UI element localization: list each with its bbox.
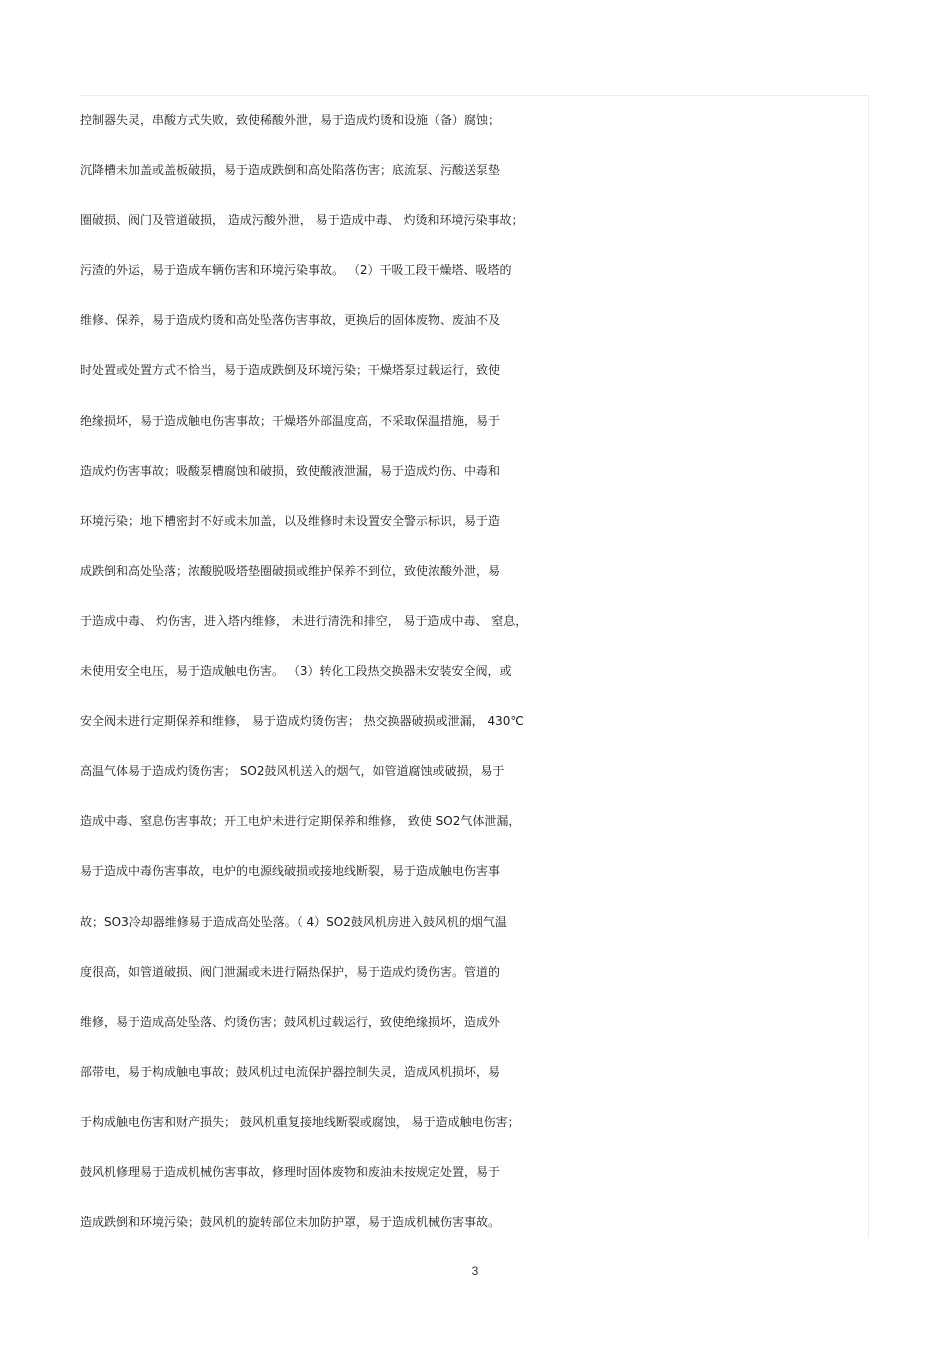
body-text <box>80 98 880 1250</box>
text-line: 造成灼伤害事故；吸酸泵槽腐蚀和破损，致使酸液泄漏，易于造成灼伤、中毒和 <box>80 463 501 478</box>
text-line: 高温气体易于造成灼烫伤害； SO2鼓风机送入的烟气，如管道腐蚀或破损，易于 <box>80 764 505 779</box>
text-line: 时处置或处置方式不恰当，易于造成跌倒及环境污染；干燥塔泵过载运行，致使 <box>80 363 501 378</box>
text-line: 维修、保养，易于造成灼烫和高处坠落伤害事故，更换后的固体废物、废油不及 <box>80 313 501 328</box>
text-line: 安全阀未进行定期保养和维修， 易于造成灼烫伤害； 热交换器破损或泄漏， 430℃ <box>80 714 524 729</box>
text-line: 污渣的外运，易于造成车辆伤害和环境污染事故。 （2）干吸工段干燥塔、吸塔的 <box>80 263 512 278</box>
text-line: 造成跌倒和环境污染；鼓风机的旋转部位未加防护罩，易于造成机械伤害事故。 <box>80 1215 501 1230</box>
text-line: 易于造成中毒伤害事故，电炉的电源线破损或接地线断裂，易于造成触电伤害事 <box>80 864 501 879</box>
text-line: 故；SO3冷却器维修易于造成高处坠落。（ 4）SO2鼓风机房进入鼓风机的烟气温 <box>80 914 507 929</box>
text-line: 维修，易于造成高处坠落、灼烫伤害；鼓风机过载运行，致使绝缘损坏，造成外 <box>80 1014 501 1029</box>
text-line: 成跌倒和高处坠落；浓酸脱吸塔垫圈破损或维护保养不到位，致使浓酸外泄，易 <box>80 563 501 578</box>
text-line: 于造成中毒、 灼伤害，进入塔内维修， 未进行清洗和排空， 易于造成中毒、 窒息， <box>80 613 528 628</box>
page-number: 3 <box>471 1264 479 1278</box>
text-line: 沉降槽未加盖或盖板破损，易于造成跌倒和高处陷落伤害；底流泵、污酸送泵垫 <box>80 163 501 178</box>
text-line: 造成中毒、窒息伤害事故；开工电炉未进行定期保养和维修， 致使 SO2气体泄漏， <box>80 814 521 829</box>
text-line: 环境污染；地下槽密封不好或未加盖，以及维修时未设置安全警示标识，易于造 <box>80 513 501 528</box>
text-line: 鼓风机修理易于造成机械伤害事故，修理时固体废物和废油未按规定处置，易于 <box>80 1164 501 1179</box>
text-line: 绝缘损坏，易于造成触电伤害事故；干燥塔外部温度高，不采取保温措施，易于 <box>80 413 501 428</box>
text-line: 未使用安全电压，易于造成触电伤害。 （3）转化工段热交换器未安装安全阀，或 <box>80 664 512 679</box>
text-line: 度很高，如管道破损、阀门泄漏或未进行隔热保护，易于造成灼烫伤害。管道的 <box>80 964 501 979</box>
text-line: 部带电，易于构成触电事故；鼓风机过电流保护器控制失灵，造成风机损坏，易 <box>80 1064 501 1079</box>
text-line: 圈破损、阀门及管道破损， 造成污酸外泄， 易于造成中毒、 灼烫和环境污染事故； <box>80 213 524 228</box>
text-line: 控制器失灵，串酸方式失败，致使稀酸外泄，易于造成灼烫和设施（备）腐蚀； <box>80 113 501 127</box>
text-line: 于构成触电伤害和财产损失； 鼓风机重复接地线断裂或腐蚀， 易于造成触电伤害； <box>80 1114 520 1129</box>
